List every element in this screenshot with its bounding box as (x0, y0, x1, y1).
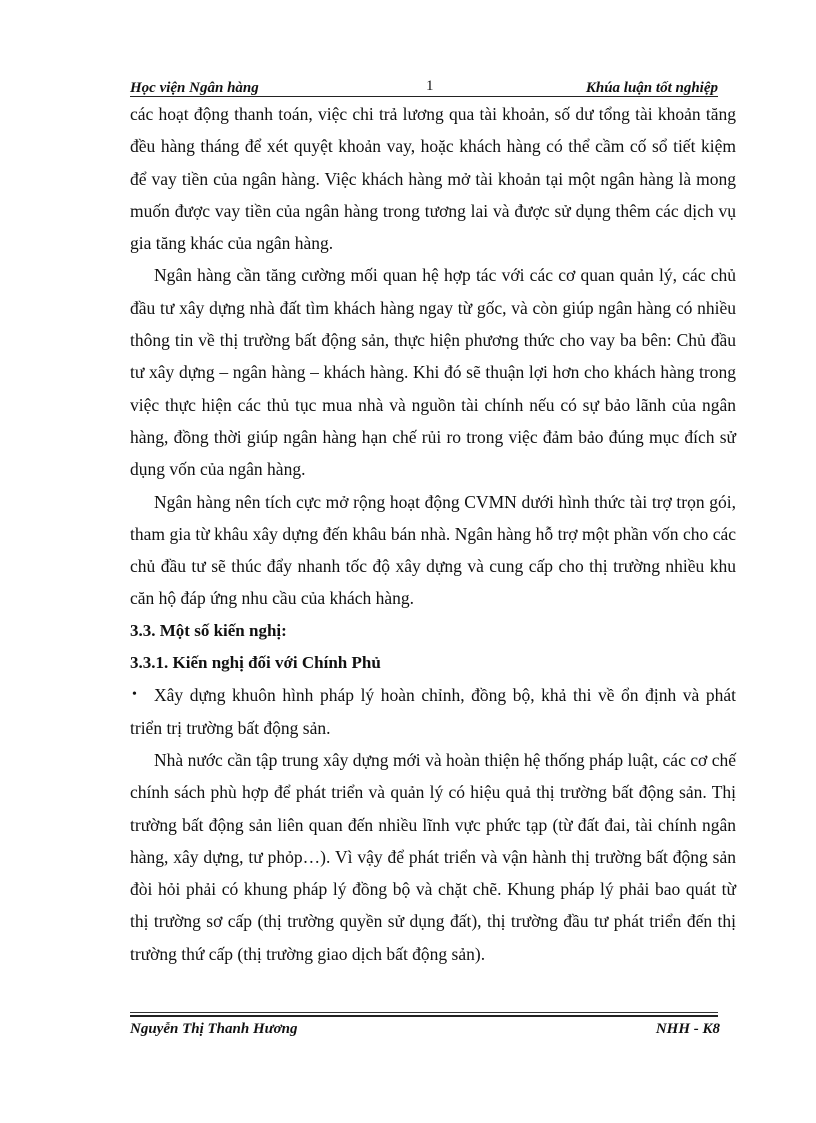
page-header (130, 78, 718, 98)
page-footer (130, 1021, 720, 1043)
bullet-item (130, 679, 736, 744)
page-number: 1 (426, 78, 434, 94)
footer-class: NHH - K8 (655, 1021, 720, 1037)
footer-divider-thin (130, 1012, 718, 1013)
footer-author: Nguyễn Thị Thanh Hương (130, 1021, 298, 1037)
paragraph-cooperation: Ngân hàng cần tăng cường mối quan hệ hợp tác với các cơ quan quản lý, các chủ đầu tư xây dựng nhà đất tìm khách hàng ngay từ gốc, và còn giúp ngân hàng có nhiều thông tin về thị trường bất động sản, thực hiện phương thức cho vay ba bên: Chủ đầu tư xây dựng – ngân hàng – khách hàng. Khi đó sẽ thuận lợi hơn cho khách hàng trong việc thực hiện các thủ tục mua nhà và nguồn tài chính nếu có sự bảo lãnh của ngân hàng, đồng thời giúp ngân hàng hạn chế rủi ro trong việc đảm bảo đúng mục đích sử dụng vốn của ngân hàng. (130, 265, 736, 480)
subsection-heading: 3.3.1. Kiến nghị đối với Chính Phủ (130, 653, 381, 673)
bullet-icon: • (132, 687, 137, 703)
paragraph-continued: các hoạt động thanh toán, việc chi trả lương qua tài khoản, số dư tổng tài khoản tăng đều hàng tháng để xét quyệt khoản vay, hoặc khách hàng có thể cầm cố sổ tiết kiệm để vay tiền của ngân hàng. Việc khách hàng mở tài khoản tại một ngân hàng là mong muốn được vay tiền của ngân hàng trong tương lai và được sử dụng thêm các dịch vụ gia tăng khác của ngân hàng. (130, 104, 736, 254)
paragraph-legal-framework: Nhà nước cần tập trung xây dựng mới và hoàn thiện hệ thống pháp luật, các cơ chế chính sách phù hợp để phát triển và quản lý có hiệu quả thị trường bất động sản. Thị trường bất động sản liên quan đến nhiều lĩnh vực phức tạp (từ đất đai, tài chính ngân hàng, xây dựng, tư phỏp…). Vì vậy để phát triển và vận hành thị trường bất động sản đòi hỏi phải có khung pháp lý đồng bộ và chặt chẽ. Khung pháp lý phải bao quát từ thị trường sơ cấp (thị trường quyền sử dụng đất), thị trường đầu tư phát triển đến thị trường thứ cấp (thị trường giao dịch bất động sản). (130, 749, 736, 964)
bullet-text: Xây dựng khuôn hình pháp lý hoàn chỉnh, đồng bộ, khả thi về ổn định và phát triển trị trường bất động sản. (130, 685, 736, 738)
section-heading: 3.3. Một số kiến nghị: (130, 620, 287, 640)
header-document-type: Khúa luận tốt nghiệp (585, 80, 718, 96)
paragraph-package-financing: Ngân hàng nên tích cực mở rộng hoạt động CVMN dưới hình thức tài trợ trọn gói, tham gia từ khâu xây dựng đến khâu bán nhà. Ngân hàng hỗ trợ một phần vốn cho các chủ đầu tư sẽ thúc đẩy nhanh tốc độ xây dựng và cung cấp cho thị trường nhiều khu căn hộ đáp ứng nhu cầu của khách hàng. (130, 491, 736, 609)
header-divider (130, 96, 718, 97)
header-institution: Học viện Ngân hàng (130, 80, 259, 96)
document-body (130, 98, 736, 970)
footer-divider-thick (130, 1015, 718, 1017)
